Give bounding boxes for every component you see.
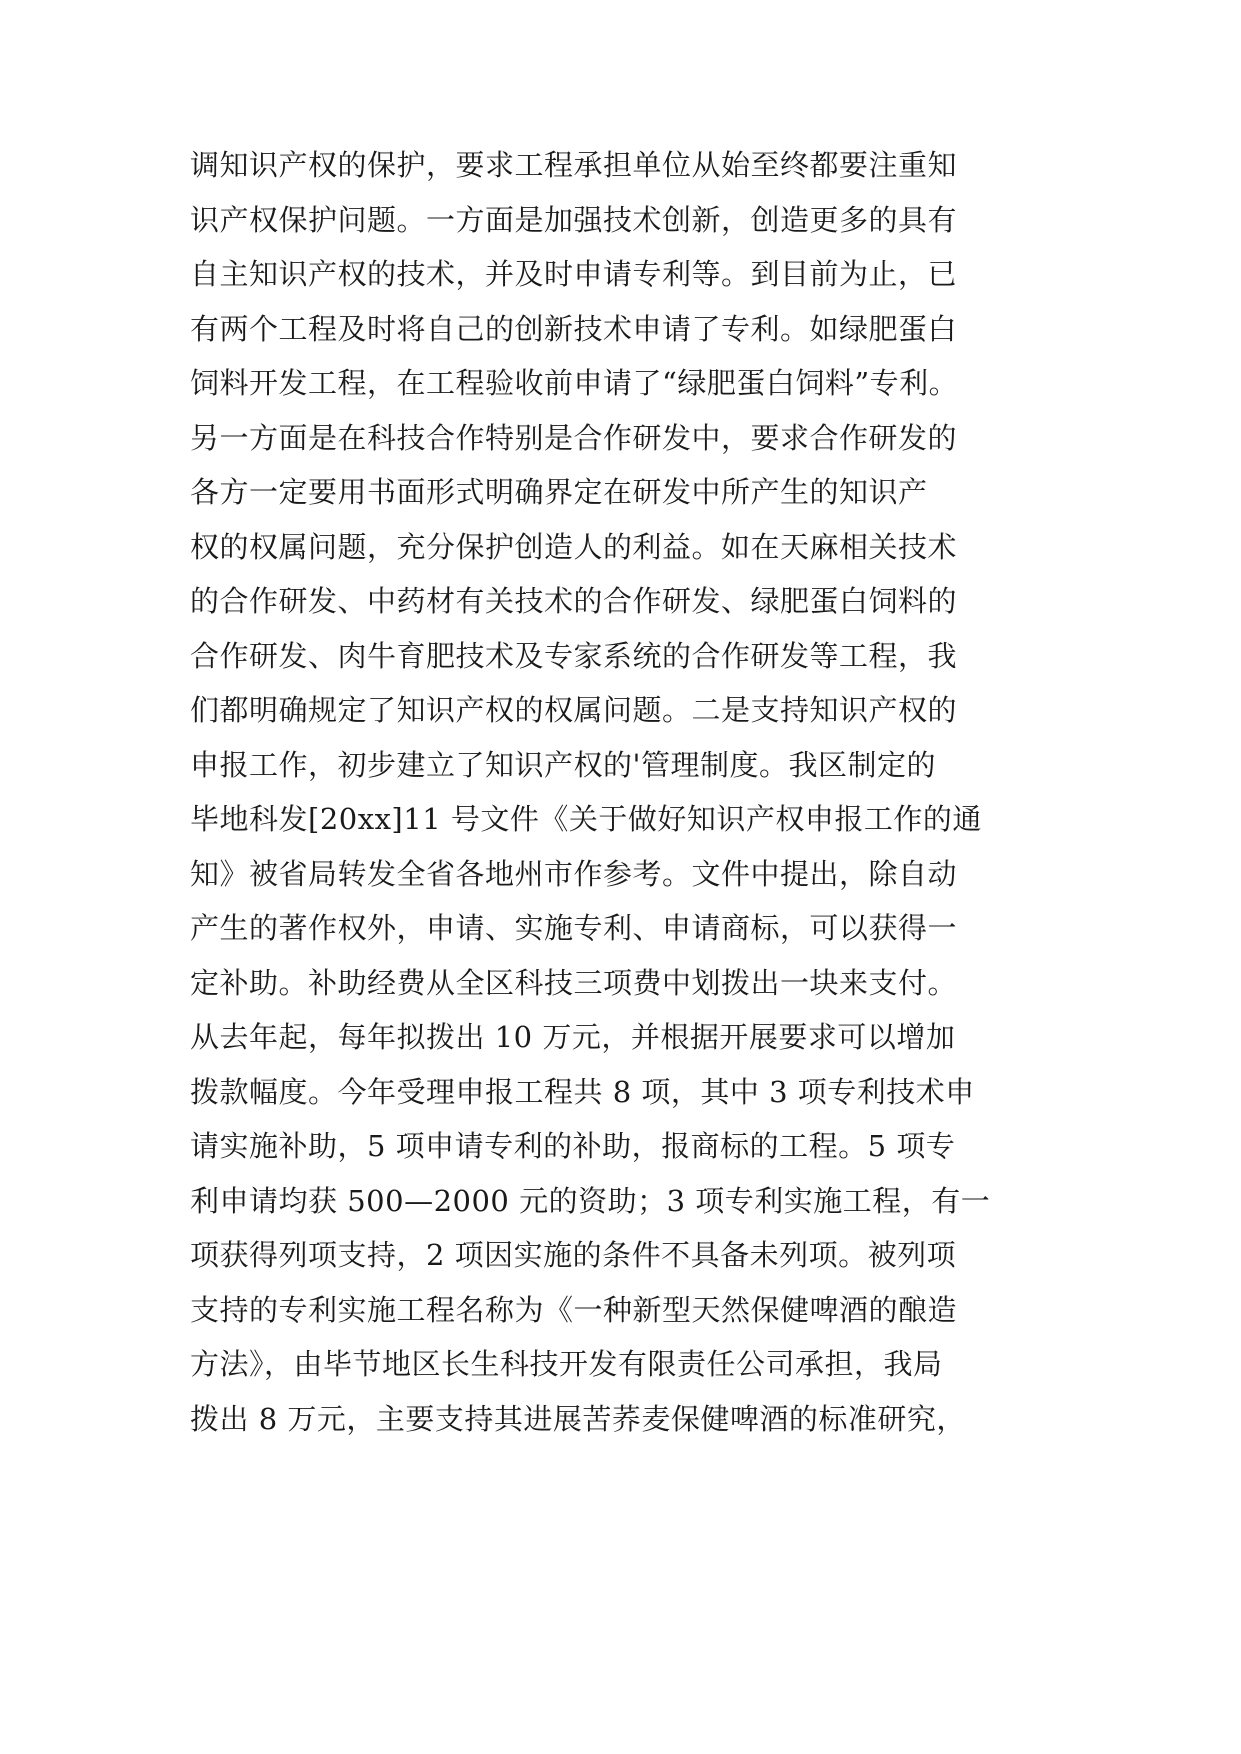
text-line: 请实施补助，5 项申请专利的补助，报商标的工程。5 项专: [190, 1129, 956, 1163]
text-line: 有两个工程及时将自己的创新技术申请了专利。如绿肥蛋白: [190, 311, 958, 346]
text-line: 定补助。补助经费从全区科技三项费中划拨出一块来支付。: [190, 965, 958, 1000]
text-line: 的合作研发、中药材有关技术的合作研发、绿肥蛋白饲料的: [190, 584, 958, 618]
text-line: 产生的著作权外，申请、实施专利、申请商标，可以获得一: [190, 911, 958, 945]
text-line: 知》被省局转发全省各地州市作参考。文件中提出，除自动: [190, 856, 958, 891]
text-line: 项获得列项支持，2 项因实施的条件不具备未列项。被列项: [190, 1238, 957, 1272]
text-line: 支持的专利实施工程名称为《一种新型天然保健啤酒的酿造: [190, 1292, 958, 1327]
text-line: 毕地科发[20xx]11 号文件《关于做好知识产权申报工作的通: [190, 802, 982, 836]
text-line: 利申请均获 500—2000 元的资助；3 项专利实施工程，有一: [190, 1183, 991, 1218]
text-line: 拨出 8 万元，主要支持其进展苦荞麦保健啤酒的标准研究，: [190, 1401, 966, 1436]
text-line: 合作研发、肉牛育肥技术及专家系统的合作研发等工程，我: [190, 638, 958, 673]
text-line: 从去年起，每年拟拨出 10 万元，并根据开展要求可以增加: [190, 1020, 956, 1054]
text-line: 另一方面是在科技合作特别是合作研发中，要求合作研发的: [190, 420, 958, 455]
text-line: 方法》，由毕节地区长生科技开发有限责任公司承担，我局: [190, 1347, 943, 1381]
text-line: 申报工作，初步建立了知识产权的'管理制度。我区制定的: [190, 747, 936, 782]
text-line: 识产权保护问题。一方面是加强技术创新，创造更多的具有: [190, 202, 958, 237]
text-line: 拨款幅度。今年受理申报工程共 8 项，其中 3 项专利技术申: [190, 1074, 975, 1109]
body-paragraph: [190, 138, 1070, 1446]
text-line: 调知识产权的保护，要求工程承担单位从始至终都要注重知: [190, 148, 958, 182]
text-line: 权的权属问题，充分保护创造人的利益。如在天麻相关技术: [190, 529, 958, 564]
text-line: 饲料开发工程，在工程验收前申请了“绿肥蛋白饲料”专利。: [190, 366, 959, 400]
text-line: 各方一定要用书面形式明确界定在研发中所产生的知识产: [190, 475, 928, 509]
text-line: 自主知识产权的技术，并及时申请专利等。到目前为止，已: [190, 257, 958, 291]
text-line: 们都明确规定了知识产权的权属问题。二是支持知识产权的: [190, 693, 958, 727]
